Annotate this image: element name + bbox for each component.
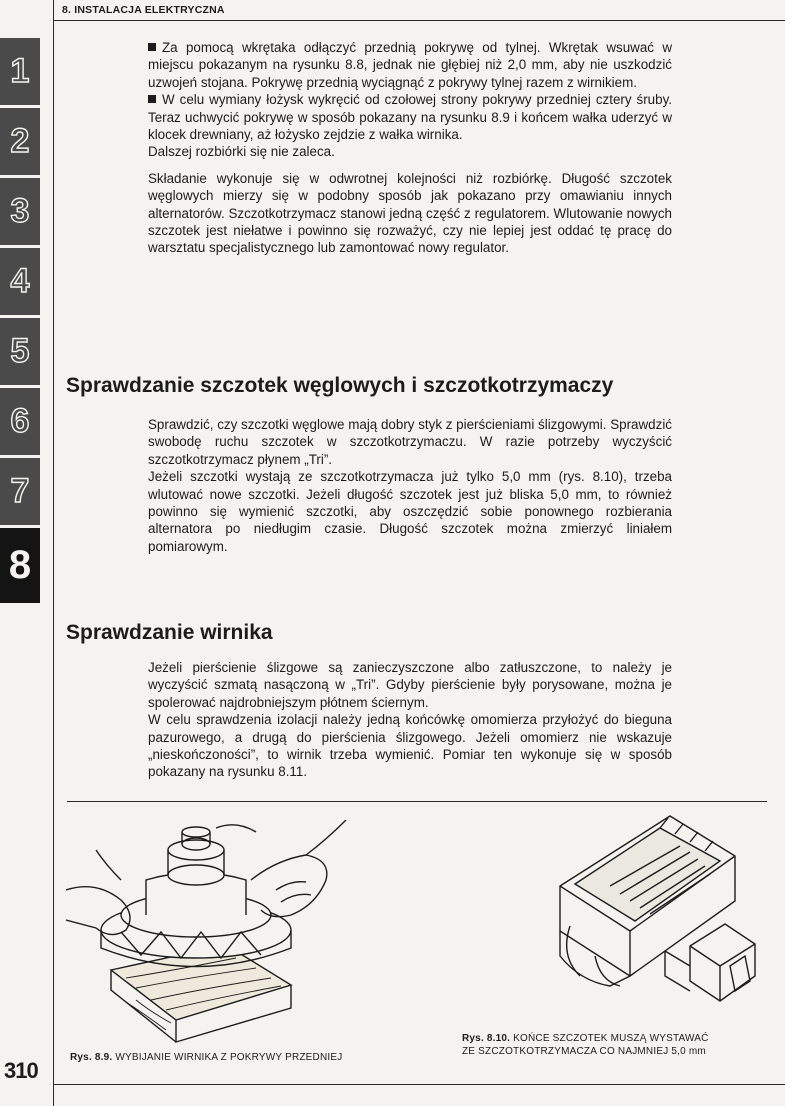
running-header	[54, 0, 785, 21]
intro-paragraph-4: Składanie wykonuje się w odwrotnej kolejności niż rozbiórkę. Długość szczotek węglowych mierzy się w podobny sposób jak pokazano przy omawianiu innych alternatorów. Szczotkotrzymacz stanowi jedną część z regulatorem. Wlutowanie nowych szczotek jest niełatwe i powinno się rozważyć, czy nie lepiej jest oddać tę pracę do warsztatu specjalistycznego lub zamontować nowy regulator.	[148, 170, 672, 256]
chapter-tab-7[interactable]: 7	[0, 458, 40, 525]
intro-paragraph-1: Za pomocą wkrętaka odłączyć przednią pokrywę od tylnej. Wkrętak wsuwać w miejscu pokazanym na rysunku 8.8, jednak nie głębiej niż 2,0 mm, aby nie uszkodzić uzwojeń stojana. Pokrywę przednią wyciągnąć z pokrywy tylnej razem z wirnikiem.	[148, 40, 672, 90]
section1-paragraph-1: Sprawdzić, czy szczotki węglowe mają dobry styk z pierścieniami ślizgowymi. Sprawdzić swobodę ruchu szczotek w szczotkotrzymaczu. W razie potrzeby wyczyścić szczotkotrzymacz płynem „Tri”.	[148, 417, 672, 467]
bullet-icon	[148, 43, 156, 51]
bullet-icon	[148, 95, 156, 103]
chapter-tab-1[interactable]: 1	[0, 38, 40, 105]
section2-heading: Sprawdzanie wirnika	[66, 621, 273, 644]
section2-paragraph-2: W celu sprawdzenia izolacji należy jedną końcówkę omomierza przyłożyć do bieguna pazurowego, a drugą do pierścienia ślizgowego. Jeżeli omomierz nie wskazuje „nieskończoności”, to wirnik trzeba wymienić. Pomiar ten wykonuje się w sposób pokazany na rysunku 8.11.	[148, 712, 672, 780]
bottom-rule	[54, 1084, 785, 1085]
chapter-tab-8-active[interactable]: 8	[0, 528, 40, 603]
intro-text	[148, 39, 672, 257]
chapter-tab-2[interactable]: 2	[0, 108, 40, 175]
chapter-tab-3[interactable]: 3	[0, 178, 40, 245]
chapter-tab-6[interactable]: 6	[0, 388, 40, 455]
intro-paragraph-3: Dalszej rozbiórki się nie zaleca.	[148, 144, 335, 160]
chapter-tabs	[0, 38, 40, 606]
chapter-tab-5[interactable]: 5	[0, 318, 40, 385]
page-number: 310	[4, 1058, 38, 1083]
section2-text	[148, 659, 672, 781]
section2-paragraph-1: Jeżeli pierścienie ślizgowe są zanieczyszczone albo zatłuszczone, to należy je wyczyścić szmatą nasączoną w „Tri”. Gdyby pierścienie były porysowane, można je spolerować najdrobniejszym płótnem ściernym.	[148, 660, 672, 710]
section1-paragraph-2: Jeżeli szczotki wystają ze szczotkotrzymacza już tylko 5,0 mm (rys. 8.10), trzeba wlutować nowe szczotki. Jeżeli długość szczotek jest już bliska 5,0 mm, to również powinno się wymienić szczotki, aby oszczędzić sobie ponownego rozbierania alternatora po niedługim czasie. Długość szczotek można zmierzyć liniałem pomiarowym.	[148, 469, 672, 554]
figure-divider	[67, 801, 767, 802]
figure-8-10-caption: Rys. 8.10. KOŃCE SZCZOTEK MUSZĄ WYSTAWAĆ ZE SZCZOTKOTRZYMACZA CO NAJMNIEJ 5,0 mm	[462, 1033, 709, 1057]
margin-rule	[53, 0, 54, 1106]
section-title: 8. INSTALACJA ELEKTRYCZNA	[62, 4, 225, 16]
figure-8-10-illustration	[540, 806, 770, 1021]
section1-heading: Sprawdzanie szczotek węglowych i szczotkotrzymaczy	[66, 374, 614, 397]
section1-text	[148, 416, 672, 555]
chapter-tab-4[interactable]: 4	[0, 248, 40, 315]
figure-8-9-caption: Rys. 8.9. WYBIJANIE WIRNIKA Z POKRYWY PRZEDNIEJ	[70, 1052, 343, 1063]
intro-paragraph-2: W celu wymiany łożysk wykręcić od czołowej strony pokrywy przedniej cztery śruby. Teraz uchwycić pokrywę w sposób pokazany na rysunku 8.9 i końcem wałka uderzyć w klocek drewniany, aż łożysko zejdzie z wałka wirnika.	[148, 92, 672, 143]
figure-8-9-illustration	[66, 820, 366, 1045]
